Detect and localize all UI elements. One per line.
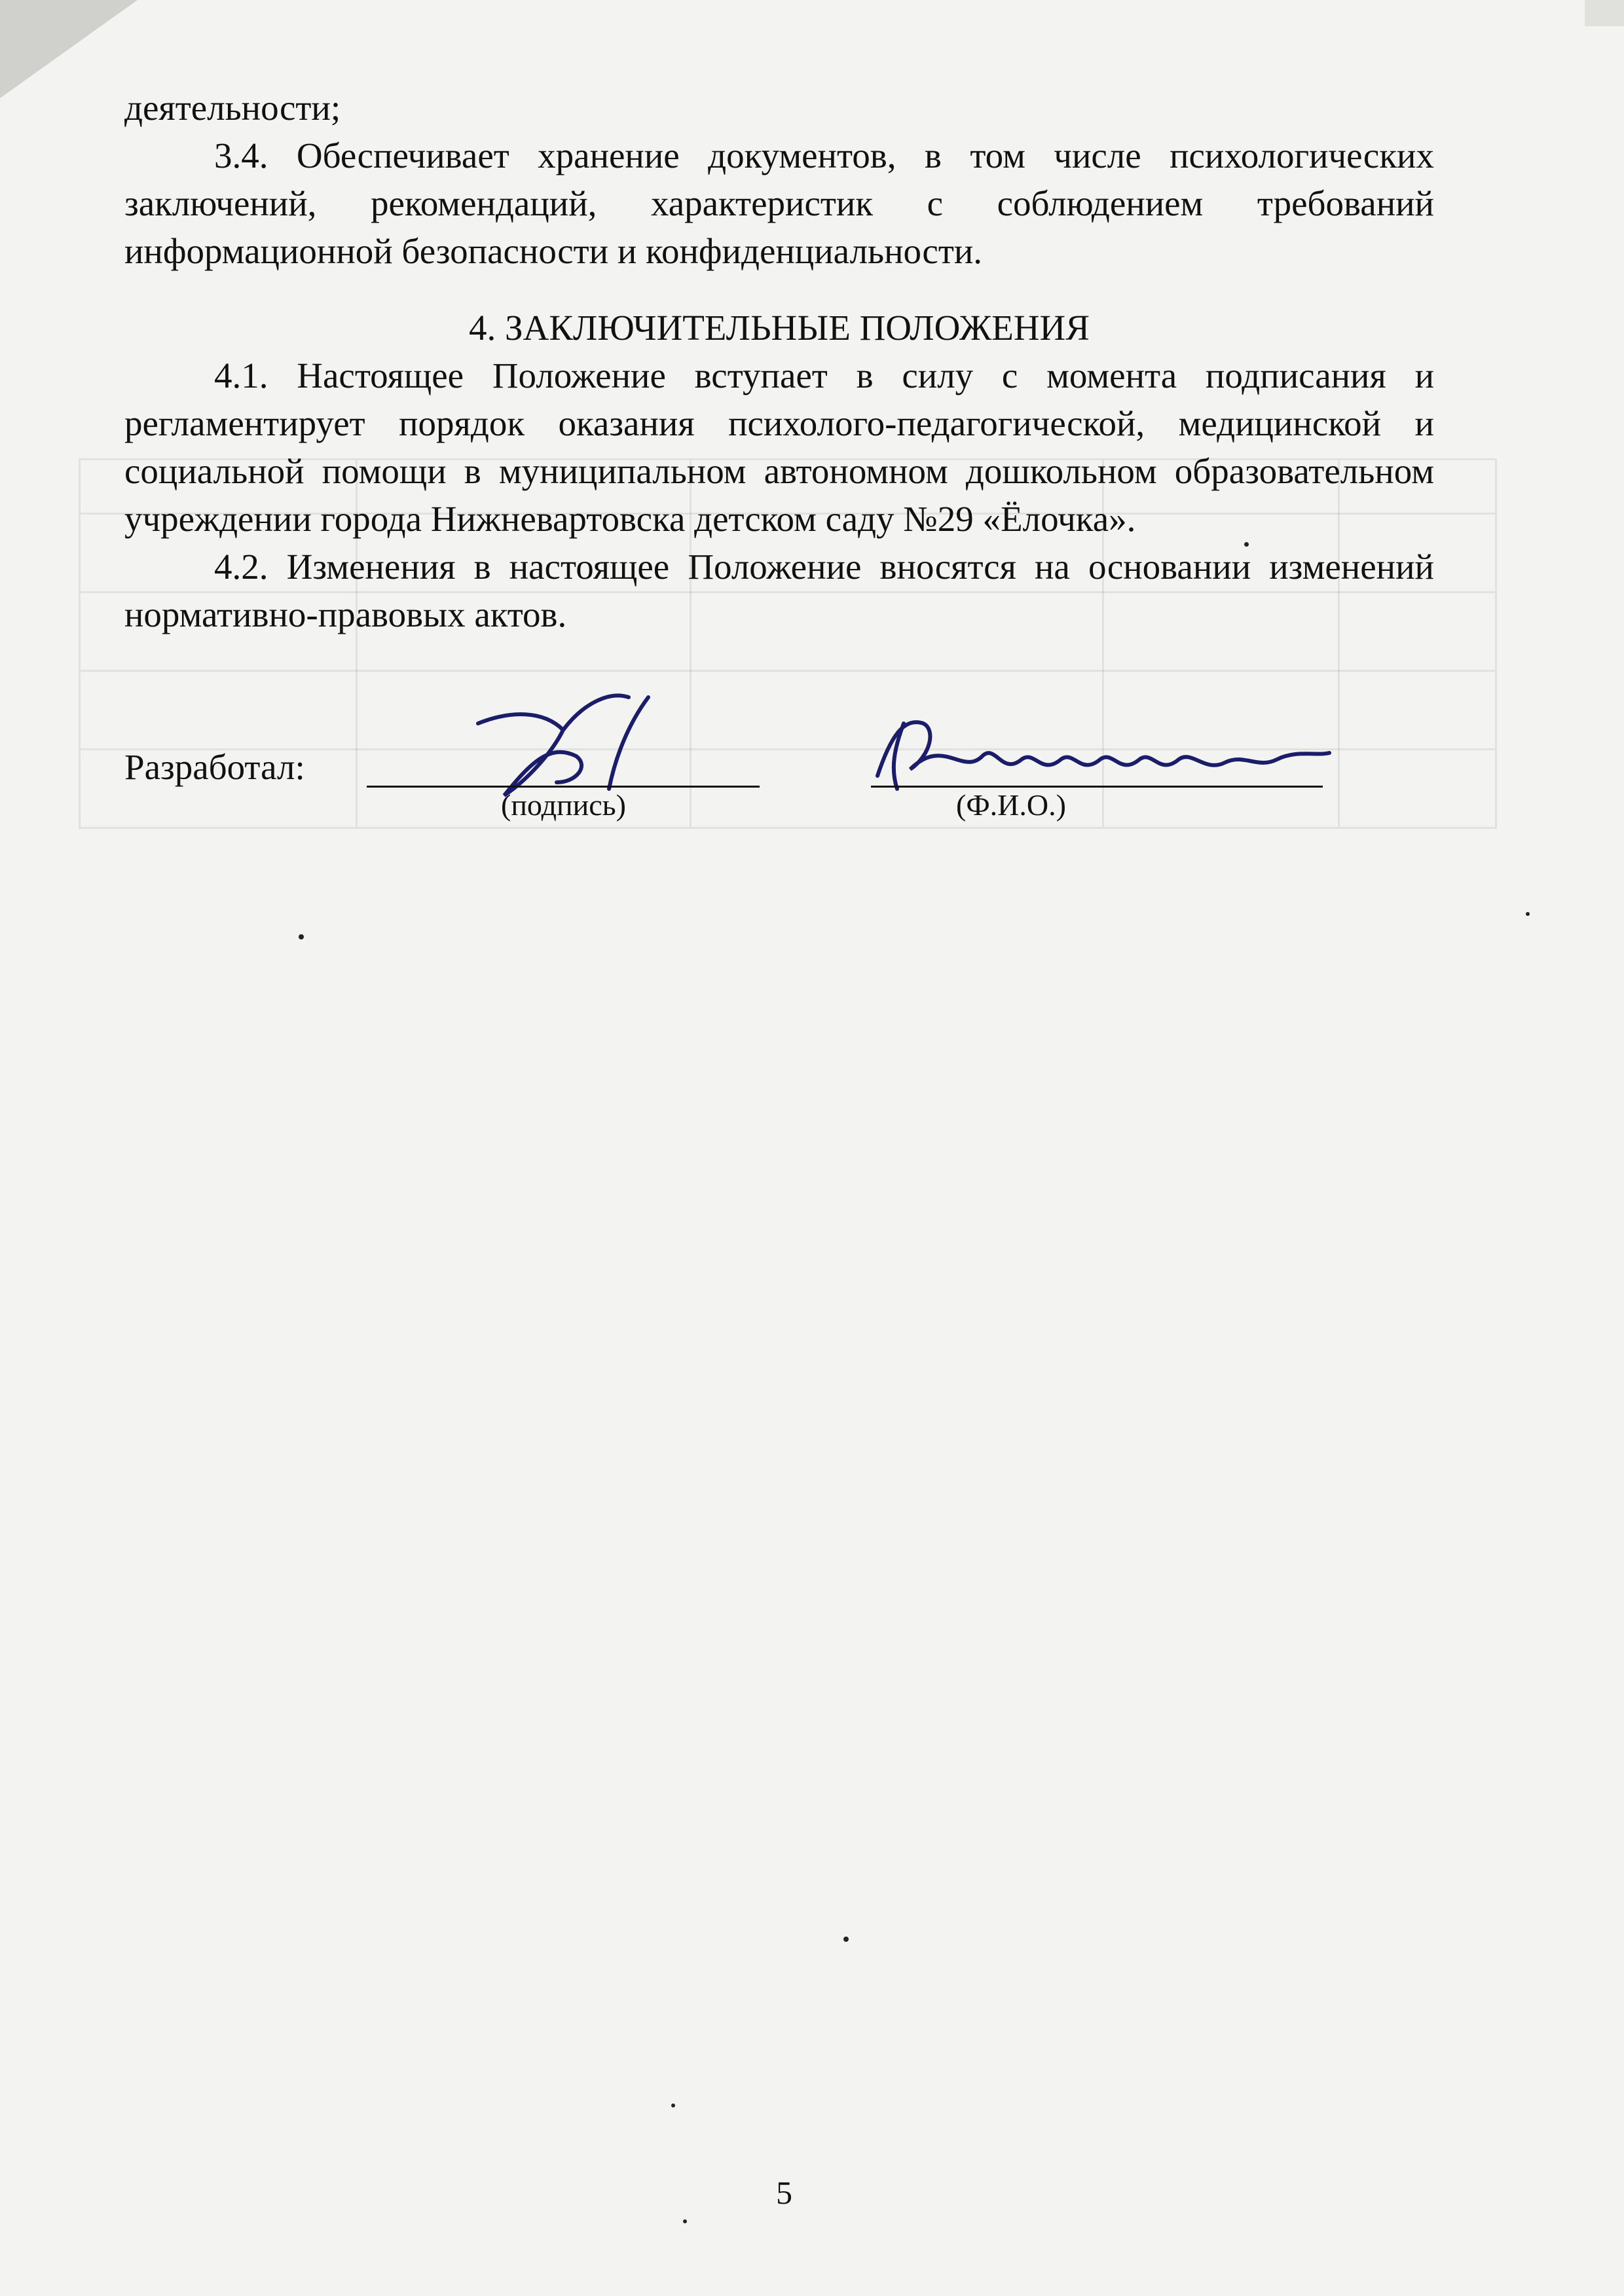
- paragraph-3-4: 3.4. Обеспечивает хранение документов, в том числе психологических заключений, рекомендаций, характеристик с соблюдением требований информационной безопасности и конфиденциальности.: [124, 136, 1434, 271]
- developed-by-label: Разработал:: [124, 747, 305, 787]
- section-3-continuation: [124, 84, 1434, 275]
- name-line: [871, 786, 1323, 788]
- paragraph-4-1: 4.1. Настоящее Положение вступает в силу с момента подписания и регламентирует порядок оказания психолого-педагогической, медицинской и социальной помощи в муниципальном автономном дошкольном образовательном учреждении города Нижневартовска детском саду №29 «Ёлочка».: [124, 355, 1434, 539]
- section-4-body: [124, 352, 1434, 638]
- section-4-heading: 4. ЗАКЛЮЧИТЕЛЬНЫЕ ПОЛОЖЕНИЯ: [469, 308, 1090, 348]
- scan-speck: [683, 2219, 687, 2223]
- scan-speck: [671, 2104, 675, 2107]
- scan-speck: [299, 934, 304, 939]
- scan-speck: [1526, 912, 1530, 916]
- signature-block: [124, 737, 1434, 835]
- page-number: 5: [776, 2174, 792, 2211]
- name-caption: (Ф.И.О.): [956, 788, 1066, 822]
- scan-edge-shade: [1585, 0, 1624, 26]
- signature-caption: (подпись): [501, 788, 626, 822]
- scan-speck: [1244, 542, 1249, 547]
- scan-speck: [843, 1937, 849, 1942]
- folded-corner: [0, 0, 138, 98]
- paragraph-4-2: 4.2. Изменения в настоящее Положение вносятся на основании изменений нормативно-правовых актов.: [124, 547, 1434, 634]
- paragraph-continuation: деятельности;: [124, 88, 341, 128]
- handwritten-name-mark: [864, 697, 1336, 809]
